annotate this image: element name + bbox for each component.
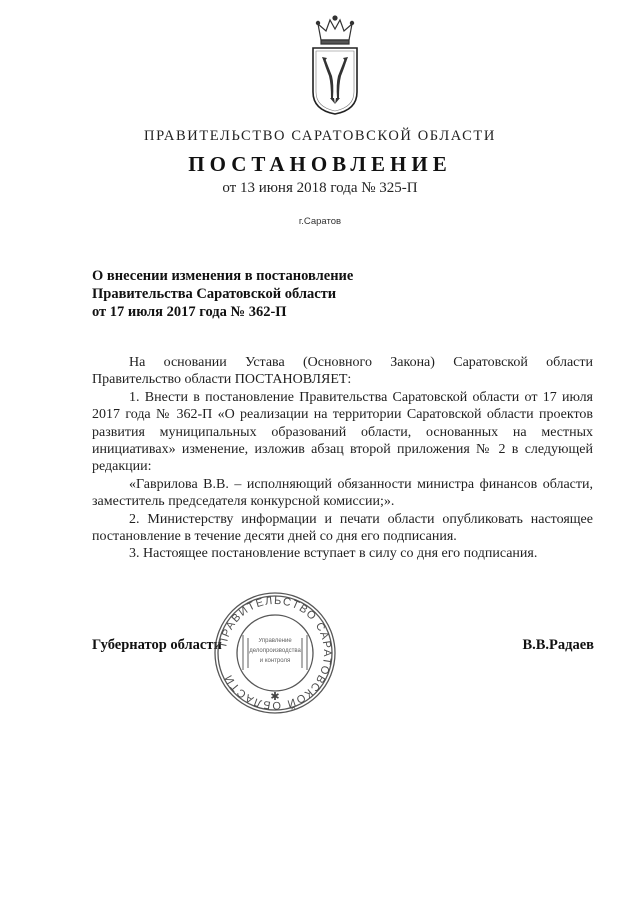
stamp-center-line: Управление xyxy=(258,638,292,644)
saratov-coat-of-arms-icon xyxy=(305,14,365,118)
government-title: ПРАВИТЕЛЬСТВО САРАТОВСКОЙ ОБЛАСТИ xyxy=(144,128,496,144)
body-paragraph: 3. Настоящее постановление вступает в силу со дня его подписания. xyxy=(129,546,538,562)
stamp-center-line: делопроизводства xyxy=(249,648,301,654)
stamp-center-line: и контроля xyxy=(259,658,291,664)
subject-line: Правительства Саратовской области xyxy=(92,286,337,302)
document-body xyxy=(92,354,593,563)
stamp-ring-text: ПРАВИТЕЛЬСТВО САРАТОВСКОЙ ОБЛАСТИ xyxy=(217,594,334,712)
document-city: г.Саратов xyxy=(298,216,342,227)
body-paragraph: «Гаврилова В.В. – исполняющий обязанности министра финансов области, заместитель председателя конкурсной комиссии;». xyxy=(92,476,593,510)
body-paragraph: 1. Внести в постановление Правительства Саратовской области от 17 июля 2017 года № 362-П «О реализации на территории Саратовской области проектов развития муниципальных образований области, основанных на местных инициативах» изменение, изложив абзац второй приложения № 2 в следующей редакции: xyxy=(92,389,593,475)
document-subject xyxy=(92,267,412,321)
document-date-number: от 13 июня 2018 года № 325-П xyxy=(222,180,418,196)
signatory-name: В.В.Радаев xyxy=(522,637,594,653)
official-stamp-icon xyxy=(210,590,340,716)
body-paragraph: 2. Министерству информации и печати области опубликовать настоящее постановление в течение десяти дней со дня его подписания. xyxy=(92,511,593,545)
subject-line: от 17 июля 2017 года № 362-П xyxy=(92,304,287,320)
stamp-star-icon: ✱ xyxy=(270,690,280,703)
subject-line: О внесении изменения в постановление xyxy=(92,268,354,284)
signatory-position: Губернатор области xyxy=(92,637,222,653)
body-paragraph: На основании Устава (Основного Закона) Саратовской области Правительство области ПОСТАНОВЛЯЕТ: xyxy=(92,355,593,388)
document-type: ПОСТАНОВЛЕНИЕ xyxy=(188,152,452,176)
